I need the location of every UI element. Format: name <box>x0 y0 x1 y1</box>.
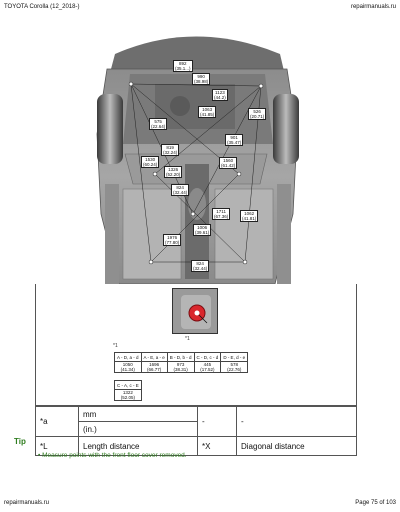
measurement-callout: 990 (38.98) <box>194 74 209 84</box>
header-title: TOYOTA Corolla (12_2018-) <box>4 4 80 10</box>
measurement-callout: 824 (32.44) <box>193 261 208 271</box>
tip-bullet: • Measure points with the front floor cover removed. <box>38 452 187 459</box>
measurement-callout: 575 (22.64) <box>151 119 166 129</box>
measurement-callout: 901 (35.47) <box>227 135 242 145</box>
legend-length: Length distance <box>79 437 198 456</box>
table-header: A - D, a - d <box>115 353 142 362</box>
measurement-callout: 1062 (41.81) <box>242 211 257 221</box>
measurement-callout: 824 (32.44) <box>173 185 188 195</box>
legend-diagonal: Diagonal distance <box>237 437 357 456</box>
table-header: C - A, c - E <box>115 381 142 390</box>
page-footer <box>4 500 396 506</box>
legend-key-x: *X <box>198 437 237 456</box>
footer-site: repairmanuals.ru <box>4 500 50 506</box>
measurement-callout: 892 (35.1...) <box>175 61 191 71</box>
measurement-callout: 1326 (52.20) <box>166 167 181 177</box>
measurement-callout: 526 (20.71) <box>250 109 265 119</box>
page-number: Page 75 of 103 <box>355 500 396 506</box>
measurement-callout: 1123 (44.2) <box>214 90 226 100</box>
measurement-table-extra <box>114 380 142 401</box>
table-cell: 445 (17.52) <box>194 362 221 373</box>
legend-unit-in: (in.) <box>79 422 198 437</box>
legend-key-a: *a <box>36 407 79 437</box>
underbody-illustration <box>35 14 357 284</box>
legend-dash: - <box>198 407 237 437</box>
table-header: D - E, d - e <box>221 353 248 362</box>
table-cell: 578 (22.76) <box>221 362 248 373</box>
table-header: B - D, b - d <box>167 353 194 362</box>
measurement-callout: 1530 (60.24) <box>143 157 158 167</box>
legend-dash: - <box>237 407 357 437</box>
legend-unit-mm: mm <box>79 407 198 422</box>
detail-marker-icon <box>173 289 218 334</box>
table-note: *1 <box>113 343 118 349</box>
legend-table <box>35 406 357 456</box>
table-cell: 1050 (41.34) <box>115 362 142 373</box>
measurement-callout: 819 (32.24) <box>163 145 178 155</box>
detail-inset <box>172 288 218 334</box>
table-header: C - D, c - d <box>194 353 221 362</box>
table-cell: 973 (38.31) <box>167 362 194 373</box>
legend-key-l: *L <box>36 437 79 456</box>
bullet-icon: • <box>38 452 43 459</box>
measurement-callout: 1711 (67.36) <box>214 209 229 219</box>
tip-heading: Tip <box>14 437 26 446</box>
inset-note: *1 <box>185 336 190 342</box>
table-cell: 1696 (66.77) <box>141 362 167 373</box>
header-site: repairmanuals.ru <box>350 4 396 10</box>
table-cell: 1322 (52.05) <box>115 390 142 401</box>
table-header: A - E, a - e <box>141 353 167 362</box>
measurement-table <box>114 352 248 373</box>
measurement-callout: 1063 (41.85) <box>200 107 215 117</box>
measurement-callout: 1006 (39.61) <box>195 225 210 235</box>
measurement-callout: 1976 (77.80) <box>165 235 180 245</box>
measurement-callout: 1560 (61.42) <box>221 158 236 168</box>
